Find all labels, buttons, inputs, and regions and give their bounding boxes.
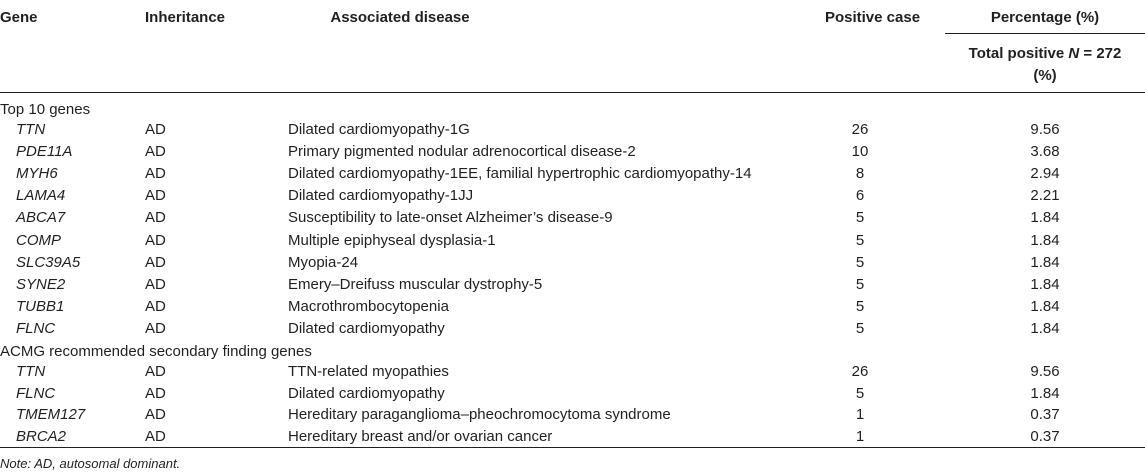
positive-case-cell: 5	[855, 384, 865, 402]
percentage-cell: 1.84	[1030, 384, 1060, 402]
positive-case-cell: 5	[855, 253, 865, 271]
gene-cell: COMP	[16, 231, 61, 249]
header-positive-case: Positive case	[824, 9, 921, 26]
gene-cell: SLC39A5	[16, 253, 81, 271]
gene-cell: TTN	[16, 121, 46, 138]
inheritance-cell: AD	[145, 275, 166, 293]
inheritance-cell: AD	[145, 319, 166, 337]
positive-case-cell: 5	[855, 319, 865, 337]
disease-cell: Dilated cardiomyopathy	[288, 319, 445, 337]
percentage-cell: 1.84	[1030, 297, 1060, 315]
inheritance-cell: AD	[145, 253, 166, 271]
header-gene: Gene	[0, 9, 38, 26]
gene-cell: TMEM127	[16, 406, 86, 423]
inheritance-cell: AD	[145, 231, 166, 249]
percentage-cell: 0.37	[1030, 427, 1060, 445]
header-subrule	[945, 33, 1145, 34]
subheader-percent-unit: (%)	[1033, 67, 1057, 84]
gene-cell: TTN	[16, 363, 46, 380]
inheritance-cell: AD	[145, 427, 166, 445]
inheritance-cell: AD	[145, 209, 166, 227]
header-percentage: Percentage (%)	[990, 9, 1100, 26]
positive-case-cell: 1	[855, 427, 865, 445]
disease-cell: Multiple epiphyseal dysplasia-1	[288, 231, 496, 249]
positive-case-cell: 1	[855, 406, 865, 423]
subheader-prefix: Total positive	[968, 45, 1069, 62]
gene-cell: LAMA4	[16, 187, 66, 205]
gene-cell: TUBB1	[16, 297, 65, 315]
percentage-cell: 1.84	[1030, 209, 1060, 227]
gene-cell: BRCA2	[16, 427, 67, 445]
gene-cell: FLNC	[16, 319, 56, 337]
positive-case-cell: 8	[855, 165, 865, 183]
bottom-rule	[0, 447, 1145, 448]
percentage-cell: 2.94	[1030, 165, 1060, 183]
percentage-cell: 1.84	[1030, 275, 1060, 293]
percentage-cell: 9.56	[1030, 363, 1060, 380]
disease-cell: Dilated cardiomyopathy-1EE, familial hypertrophic cardiomyopathy-14	[288, 165, 752, 183]
percentage-cell: 1.84	[1030, 231, 1060, 249]
positive-case-cell: 26	[851, 363, 869, 380]
percentage-cell: 0.37	[1030, 406, 1060, 423]
positive-case-cell: 5	[855, 275, 865, 293]
disease-cell: Primary pigmented nodular adrenocortical disease-2	[288, 143, 636, 161]
inheritance-cell: AD	[145, 384, 166, 402]
positive-case-cell: 5	[855, 209, 865, 227]
header-associated-disease: Associated disease	[330, 9, 470, 26]
positive-case-cell: 26	[851, 121, 869, 138]
subheader-suffix: = 272	[1079, 45, 1122, 62]
gene-cell: FLNC	[16, 384, 56, 402]
disease-cell: Dilated cardiomyopathy-1JJ	[288, 187, 474, 205]
disease-cell: Hereditary paraganglioma–pheochromocytoma syndrome	[288, 406, 671, 423]
disease-cell: Susceptibility to late-onset Alzheimer’s disease-9	[288, 209, 613, 227]
positive-case-cell: 5	[855, 231, 865, 249]
percentage-cell: 2.21	[1030, 187, 1060, 205]
disease-cell: Macrothrombocytopenia	[288, 297, 449, 315]
table-note: Note: AD, autosomal dominant.	[0, 456, 181, 471]
percentage-cell: 9.56	[1030, 121, 1060, 138]
percentage-cell: 3.68	[1030, 143, 1060, 161]
inheritance-cell: AD	[145, 121, 166, 138]
subheader-total-positive	[945, 45, 1145, 63]
inheritance-cell: AD	[145, 165, 166, 183]
disease-cell: Dilated cardiomyopathy	[288, 384, 445, 402]
positive-case-cell: 5	[855, 297, 865, 315]
inheritance-cell: AD	[145, 187, 166, 205]
inheritance-cell: AD	[145, 297, 166, 315]
section-title-top-genes: Top 10 genes	[0, 101, 91, 118]
section-title-acmg-genes: ACMG recommended secondary finding genes	[0, 343, 312, 360]
disease-cell: Emery–Dreifuss muscular dystrophy-5	[288, 275, 543, 293]
gene-cell: PDE11A	[16, 143, 73, 161]
subheader-n: N	[1068, 45, 1080, 62]
disease-cell: Dilated cardiomyopathy-1G	[288, 121, 470, 138]
inheritance-cell: AD	[145, 406, 166, 423]
percentage-cell: 1.84	[1030, 253, 1060, 271]
positive-case-cell: 6	[855, 187, 865, 205]
disease-cell: Hereditary breast and/or ovarian cancer	[288, 427, 553, 445]
inheritance-cell: AD	[145, 363, 166, 380]
inheritance-cell: AD	[145, 143, 166, 161]
gene-cell: MYH6	[16, 165, 58, 183]
gene-cell: ABCA7	[16, 209, 66, 227]
header-rule	[0, 92, 1145, 93]
percentage-cell: 1.84	[1030, 319, 1060, 337]
gene-cell: SYNE2	[16, 275, 66, 293]
disease-cell: TTN-related myopathies	[288, 363, 449, 380]
disease-cell: Myopia-24	[288, 253, 359, 271]
header-inheritance: Inheritance	[145, 9, 226, 26]
positive-case-cell: 10	[851, 143, 869, 161]
